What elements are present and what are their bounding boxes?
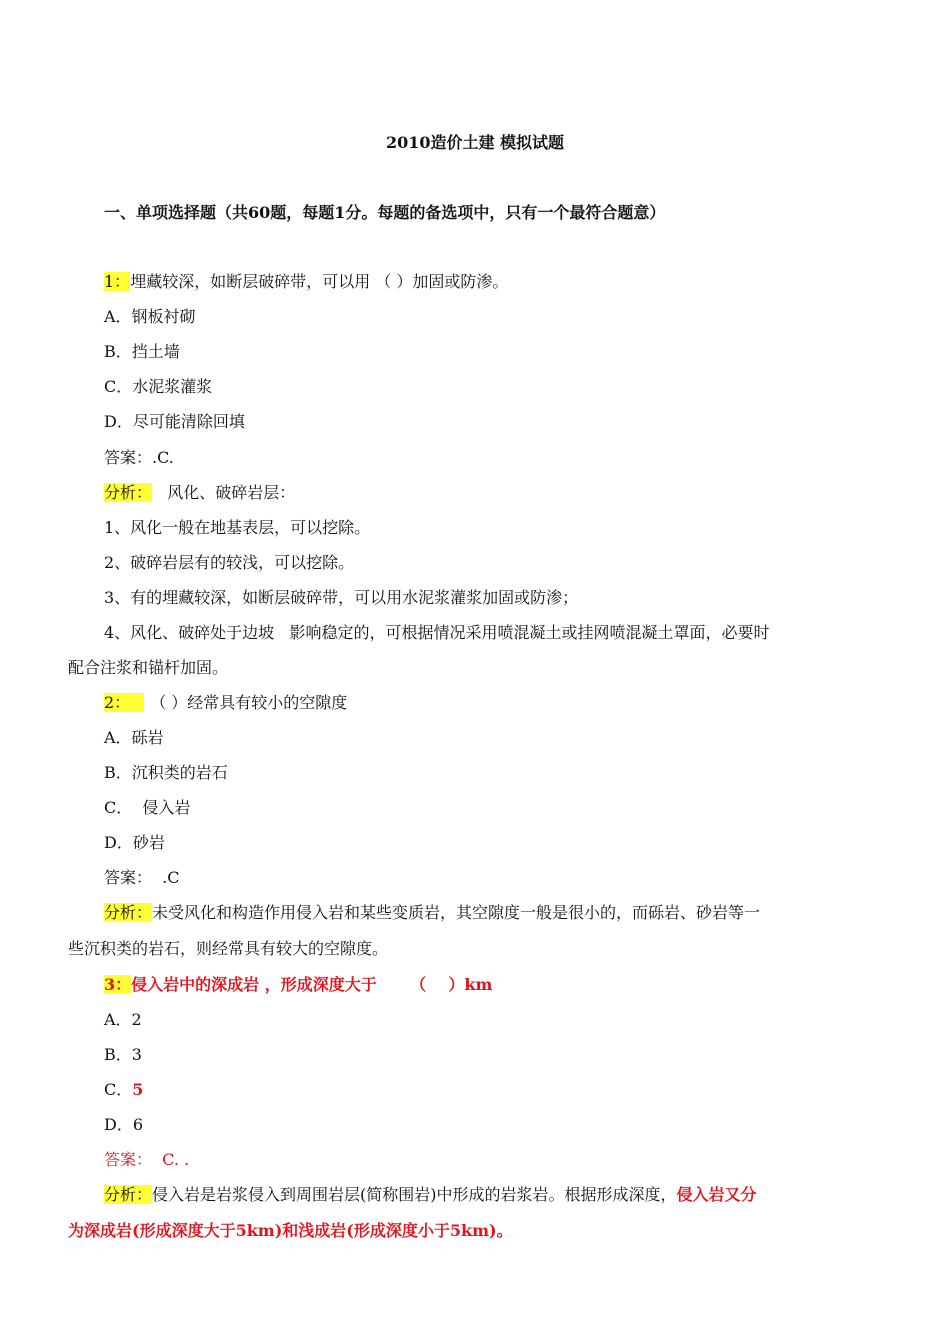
answer: 答案： .C [104, 868, 180, 887]
analysis-line: 3、有的埋藏较深，如断层破碎带，可以用水泥浆灌浆加固或防渗； [104, 588, 579, 607]
question-text: （ ）经常具有较小的空隙度 [158, 693, 348, 712]
option-a: A．砾岩 [104, 728, 164, 747]
analysis-text: 侵入岩是岩浆侵入到周围岩层(简称围岩)中形成的岩浆岩。根据形成深度， [152, 1185, 677, 1204]
option-c: C．水泥浆灌浆 [104, 377, 213, 396]
analysis-line: 4、风化、破碎处于边坡 影响稳定的，可根据情况采用喷混凝土或挂网喷混凝土罩面，必要时 [104, 623, 770, 642]
option-c [104, 1079, 143, 1101]
option-b: B．挡土墙 [104, 342, 180, 361]
option-a: A．钢板衬砌 [104, 307, 196, 326]
question-1-stem [104, 271, 508, 293]
analysis-text: 未受风化和构造作用侵入岩和某些变质岩，其空隙度一般是很小的，而砾岩、砂岩等一 [152, 903, 761, 922]
question-number: 3： [104, 975, 132, 994]
analysis-continuation: 为深成岩(形成深度大于5km)和浅成岩(形成深度小于5km)。 [68, 1221, 513, 1240]
analysis-heading [104, 482, 295, 504]
question-number: 2： [104, 693, 144, 712]
option-d: D．砂岩 [104, 833, 165, 852]
analysis-label: 分析： [104, 483, 153, 502]
option-b: B．沉积类的岩石 [104, 763, 228, 782]
question-text: 埋藏较深，如断层破碎带，可以用 （ ）加固或防渗。 [130, 272, 509, 291]
analysis-heading [104, 1184, 757, 1206]
option-d: D．6 [104, 1115, 144, 1134]
analysis-continuation: 些沉积类的岩石，则经常具有较大的空隙度。 [68, 939, 389, 958]
analysis-heading [104, 902, 760, 924]
option-d: D．尽可能清除回填 [104, 412, 245, 431]
analysis-intro: 风化、破碎岩层： [152, 483, 296, 502]
analysis-label: 分析： [104, 1185, 153, 1204]
analysis-emphasis: 侵入岩又分 [676, 1185, 757, 1204]
analysis-line: 2、破碎岩层有的较浅，可以挖除。 [104, 553, 355, 572]
option-c-label: C． [104, 1080, 133, 1099]
answer: 答案： C. . [104, 1150, 190, 1169]
page-title: 2010造价土建 模拟试题 [385, 133, 565, 152]
question-3-stem [104, 974, 492, 996]
analysis-continuation: 配合注浆和锚杆加固。 [68, 658, 229, 677]
section-heading: 一、单项选择题（共60题，每题1分。每题的备选项中，只有一个最符合题意） [104, 203, 666, 222]
option-c: C． 侵入岩 [104, 798, 191, 817]
question-text: 侵入岩中的深成岩 ，形成深度大于 （ ）km [131, 975, 493, 994]
analysis-line: 1、风化一般在地基表层，可以挖除。 [104, 518, 371, 537]
option-a: A．2 [104, 1010, 142, 1029]
question-2-stem [104, 692, 347, 714]
option-b: B．3 [104, 1045, 142, 1064]
answer: 答案：.C. [104, 448, 174, 467]
analysis-label: 分析： [104, 903, 153, 922]
option-c-value: 5 [132, 1080, 144, 1099]
question-number: 1： [104, 272, 131, 291]
